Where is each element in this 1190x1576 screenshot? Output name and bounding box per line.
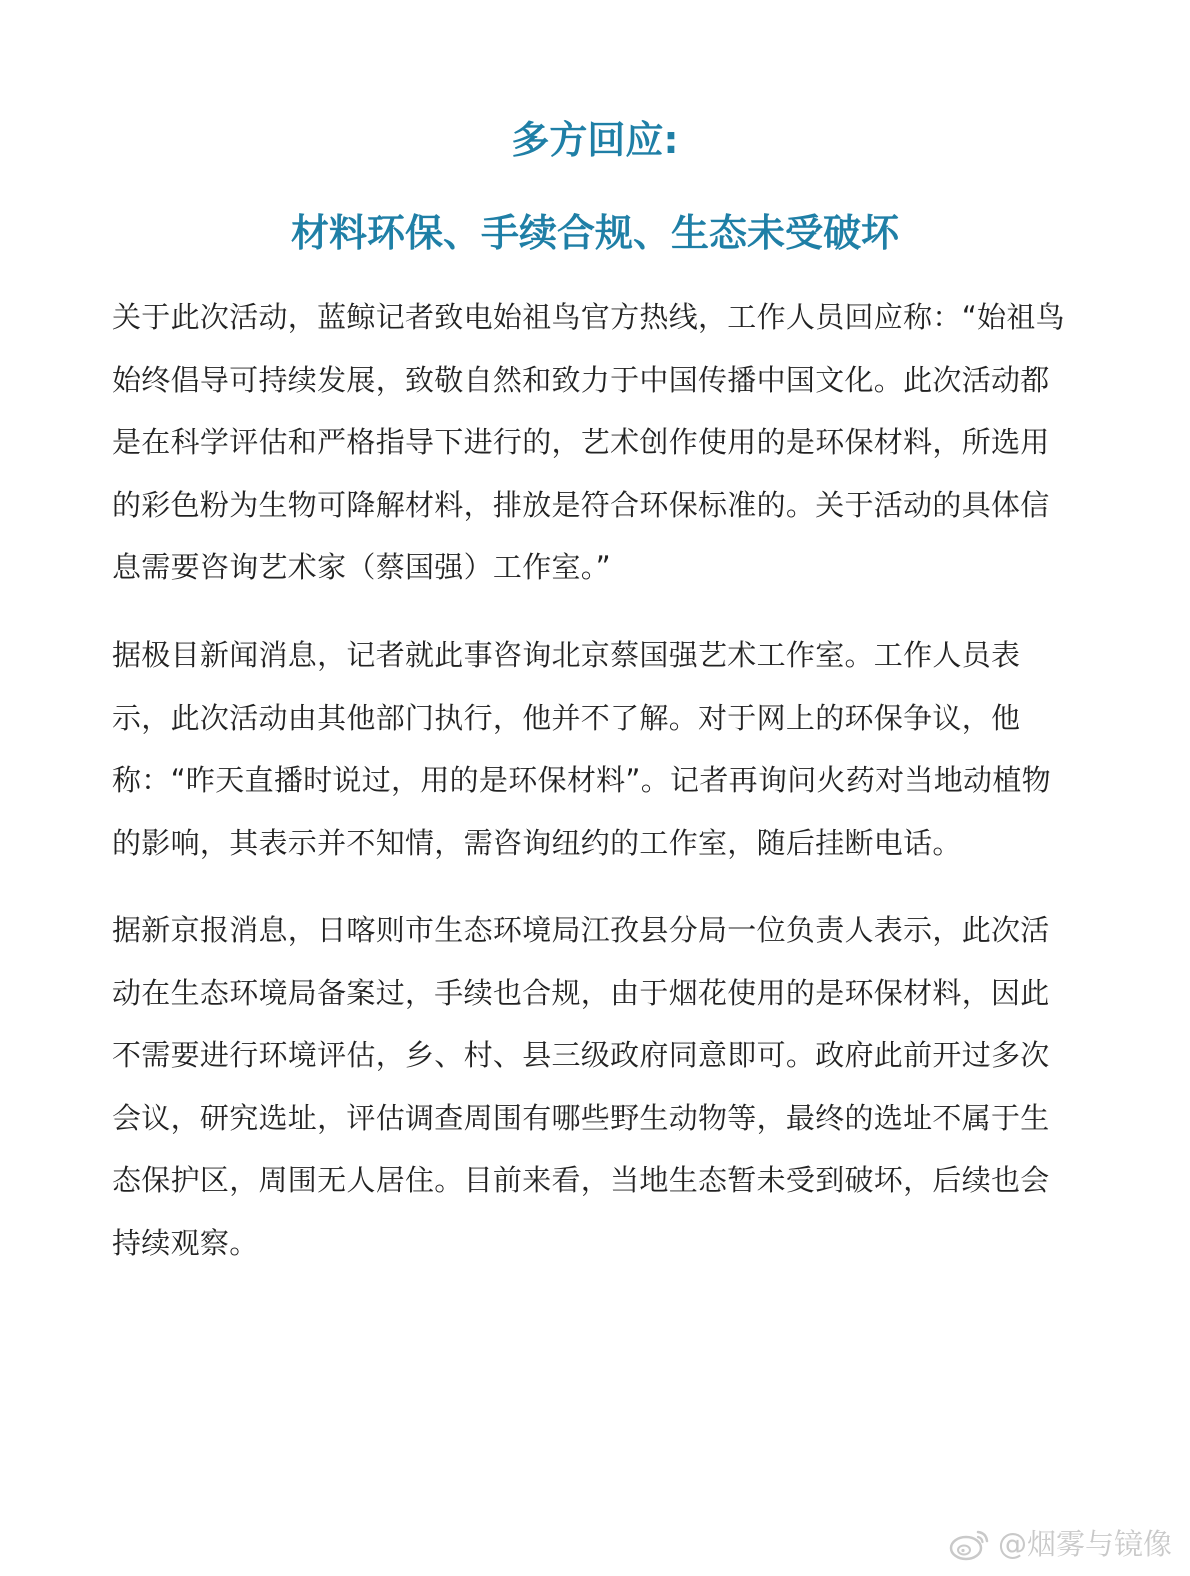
heading-line-1: 多方回应: (511, 118, 679, 162)
heading-line-2: 材料环保、手续合规、生态未受破坏 (290, 211, 899, 255)
paragraph-1: 关于此次活动，蓝鲸记者致电始祖鸟官方热线，工作人员回应称：“始祖鸟始终倡导可持续发展，致敬自然和致力于中国传播中国文化。此次活动都是在科学评估和严格指导下进行的，艺术创作使用的是环保材料，所选用的彩色粉为生物可降解材料，排放是符合环保标准的。关于活动的具体信息需要咨询艺术家（蔡国强）工作室。” (112, 300, 1065, 584)
watermark (948, 1524, 1172, 1564)
watermark-text: @烟雾与镜像 (997, 1527, 1172, 1561)
paragraph-3: 据新京报消息，日喀则市生态环境局江孜县分局一位负责人表示，此次活动在生态环境局备案过，手续也合规，由于烟花使用的是环保材料，因此不需要进行环境评估，乡、村、县三级政府同意即可。政府此前开过多次会议，研究选址，评估调查周围有哪些野生动物等，最终的选址不属于生态保护区，周围无人居住。目前来看，当地生态暂未受到破坏，后续也会持续观察。 (112, 913, 1050, 1260)
paragraph-2: 据极目新闻消息，记者就此事咨询北京蔡国强艺术工作室。工作人员表示，此次活动由其他部门执行，他并不了解。对于网上的环保争议，他称：“昨天直播时说过，用的是环保材料”。记者再询问火药对当地动植物的影响，其表示并不知情，需咨询纽约的工作室，随后挂断电话。 (112, 638, 1051, 860)
weibo-icon (948, 1526, 992, 1562)
